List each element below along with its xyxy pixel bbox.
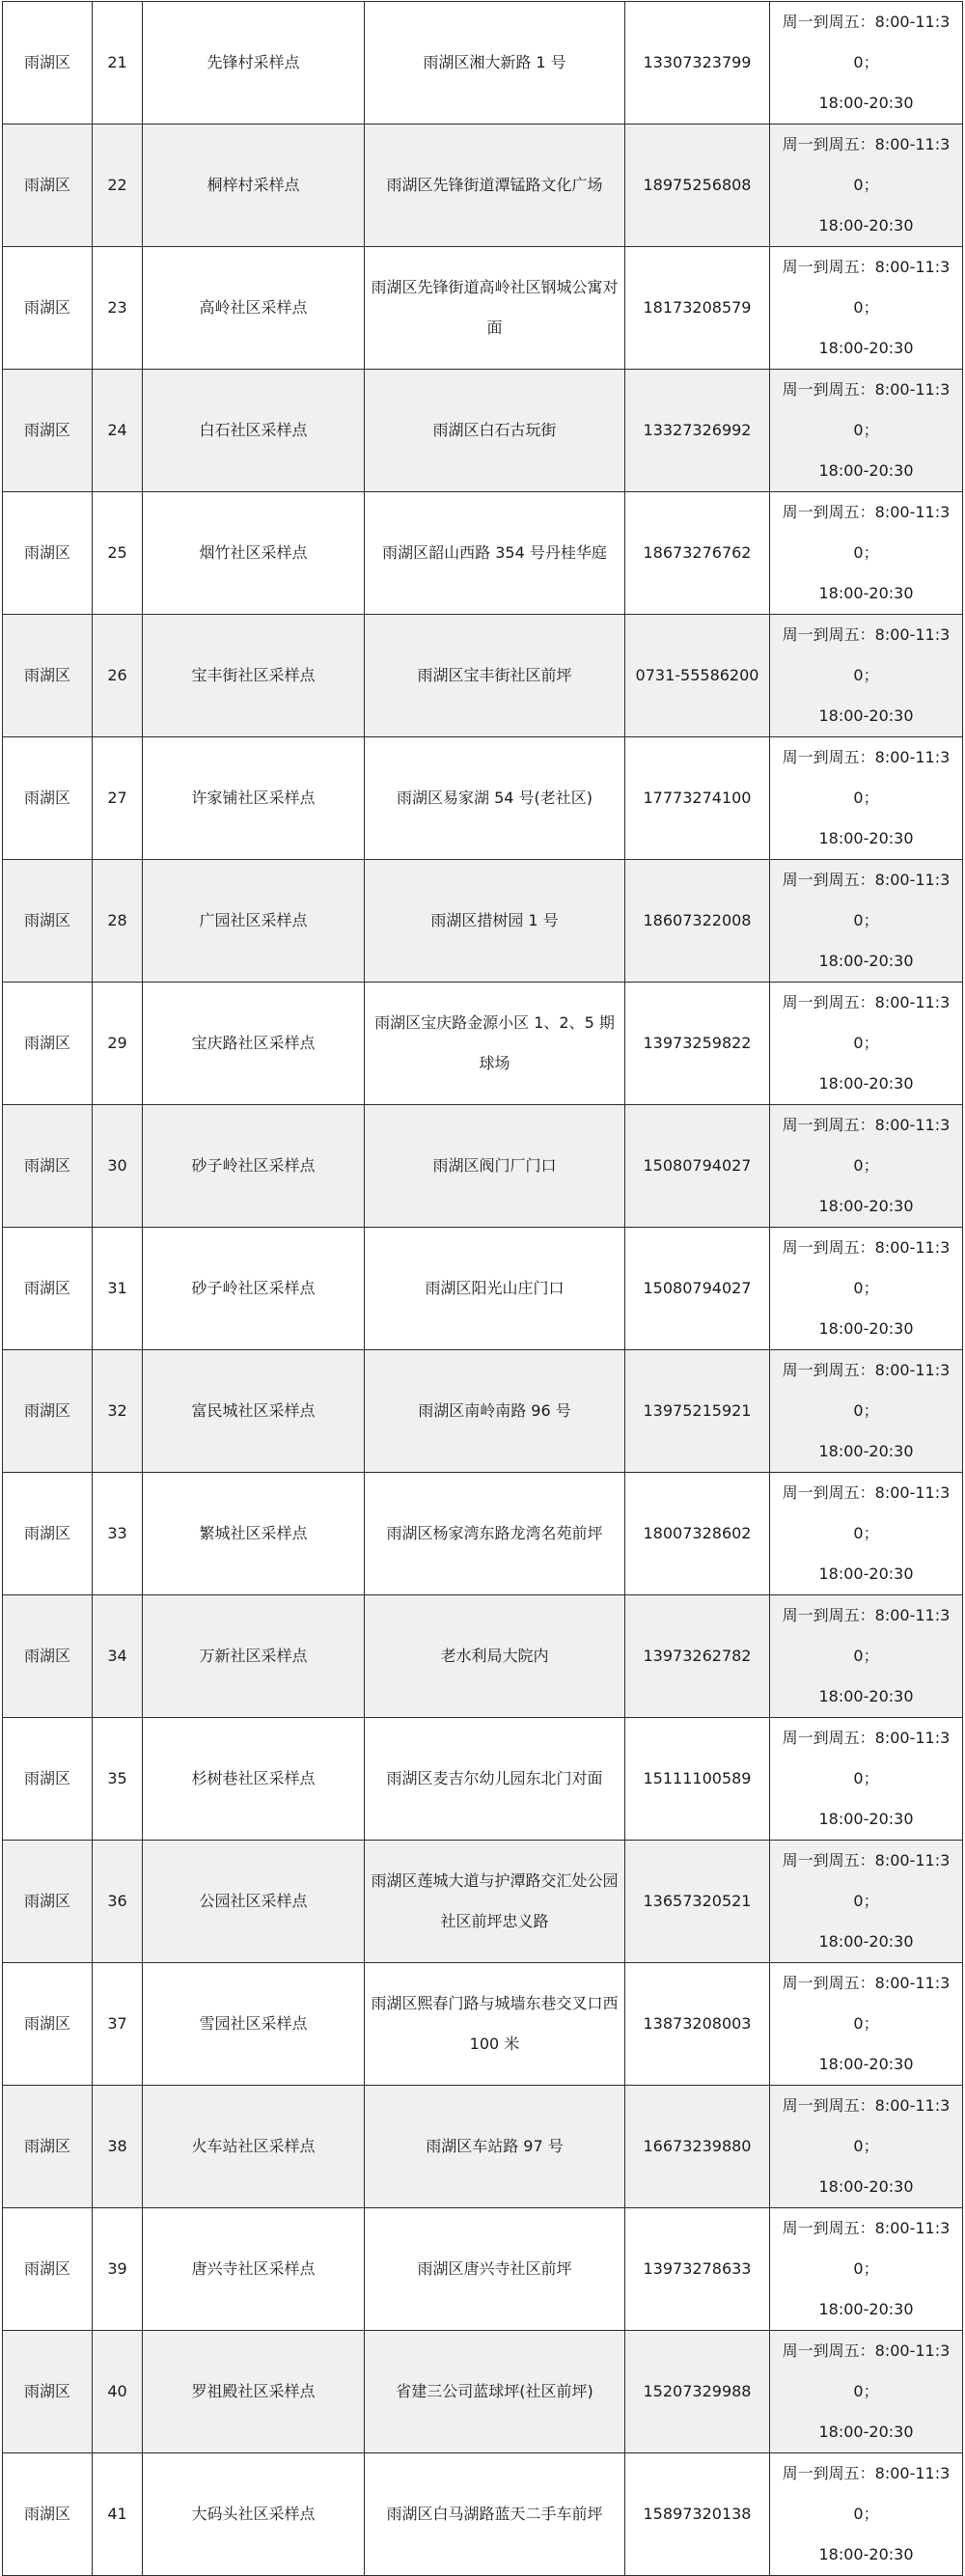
- hours-cell: [770, 370, 963, 492]
- hours-evening-line: 18:00-20:30: [818, 1319, 914, 1338]
- site-name-cell: 大码头社区采样点: [143, 2453, 365, 2576]
- address-cell: 雨湖区车站路 97 号: [365, 2086, 625, 2208]
- number-cell: 21: [93, 2, 143, 125]
- address-cell: 雨湖区南岭南路 96 号: [365, 1350, 625, 1473]
- hours-weekday-line: 周一到周五：8:00-11:30；: [782, 1729, 951, 1787]
- district-cell: 雨湖区: [3, 860, 93, 983]
- address-cell: 省建三公司蓝球坪(社区前坪): [365, 2331, 625, 2453]
- site-name-cell: 罗祖殿社区采样点: [143, 2331, 365, 2453]
- site-name-cell: 白石社区采样点: [143, 370, 365, 492]
- number-cell: 36: [93, 1841, 143, 1963]
- hours-evening-line: 18:00-20:30: [818, 2545, 914, 2563]
- district-cell: 雨湖区: [3, 2331, 93, 2453]
- phone-cell: 13973262782: [625, 1595, 770, 1718]
- district-cell: 雨湖区: [3, 1350, 93, 1473]
- site-name-cell: 广园社区采样点: [143, 860, 365, 983]
- hours-evening-line: 18:00-20:30: [818, 1442, 914, 1460]
- number-cell: 34: [93, 1595, 143, 1718]
- number-cell: 24: [93, 370, 143, 492]
- number-cell: 41: [93, 2453, 143, 2576]
- hours-cell: [770, 983, 963, 1105]
- number-cell: 35: [93, 1718, 143, 1841]
- site-name-cell: 先锋村采样点: [143, 2, 365, 125]
- phone-cell: 18975256808: [625, 125, 770, 247]
- number-cell: 23: [93, 247, 143, 370]
- hours-cell: [770, 247, 963, 370]
- hours-evening-line: 18:00-20:30: [818, 1687, 914, 1705]
- phone-cell: 18673276762: [625, 492, 770, 615]
- number-cell: 22: [93, 125, 143, 247]
- hours-weekday-line: 周一到周五：8:00-11:30；: [782, 2341, 951, 2400]
- site-name-cell: 烟竹社区采样点: [143, 492, 365, 615]
- table-row: [3, 2453, 963, 2576]
- site-name-cell: 许家铺社区采样点: [143, 737, 365, 860]
- hours-cell: [770, 1228, 963, 1350]
- hours-weekday-line: 周一到周五：8:00-11:30；: [782, 1238, 951, 1297]
- district-cell: 雨湖区: [3, 983, 93, 1105]
- hours-weekday-line: 周一到周五：8:00-11:30；: [782, 1974, 951, 2033]
- hours-evening-line: 18:00-20:30: [818, 2055, 914, 2073]
- hours-weekday-line: 周一到周五：8:00-11:30；: [782, 2464, 951, 2523]
- hours-cell: [770, 2208, 963, 2331]
- hours-weekday-line: 周一到周五：8:00-11:30；: [782, 871, 951, 929]
- address-cell: 雨湖区白马湖路蓝天二手车前坪: [365, 2453, 625, 2576]
- site-name-cell: 公园社区采样点: [143, 1841, 365, 1963]
- table-row: [3, 492, 963, 615]
- hours-cell: [770, 492, 963, 615]
- table-row: [3, 737, 963, 860]
- number-cell: 33: [93, 1473, 143, 1595]
- phone-cell: 17773274100: [625, 737, 770, 860]
- table-row: [3, 2331, 963, 2453]
- number-cell: 26: [93, 615, 143, 737]
- hours-weekday-line: 周一到周五：8:00-11:30；: [782, 748, 951, 807]
- address-cell: 雨湖区湘大新路 1 号: [365, 2, 625, 125]
- hours-weekday-line: 周一到周五：8:00-11:30；: [782, 380, 951, 439]
- number-cell: 25: [93, 492, 143, 615]
- table-row: [3, 2208, 963, 2331]
- address-cell: 雨湖区唐兴寺社区前坪: [365, 2208, 625, 2331]
- hours-cell: [770, 1105, 963, 1228]
- table-row: [3, 125, 963, 247]
- district-cell: 雨湖区: [3, 1228, 93, 1350]
- phone-cell: 13657320521: [625, 1841, 770, 1963]
- table-row: [3, 1473, 963, 1595]
- number-cell: 31: [93, 1228, 143, 1350]
- district-cell: 雨湖区: [3, 125, 93, 247]
- site-name-cell: 唐兴寺社区采样点: [143, 2208, 365, 2331]
- hours-evening-line: 18:00-20:30: [818, 1565, 914, 1583]
- hours-evening-line: 18:00-20:30: [818, 1810, 914, 1828]
- table-body: [3, 2, 963, 2576]
- district-cell: 雨湖区: [3, 492, 93, 615]
- hours-evening-line: 18:00-20:30: [818, 1197, 914, 1215]
- table-row: [3, 2086, 963, 2208]
- site-name-cell: 富民城社区采样点: [143, 1350, 365, 1473]
- phone-cell: 18173208579: [625, 247, 770, 370]
- hours-weekday-line: 周一到周五：8:00-11:30；: [782, 13, 951, 71]
- district-cell: 雨湖区: [3, 2086, 93, 2208]
- hours-weekday-line: 周一到周五：8:00-11:30；: [782, 625, 951, 684]
- hours-cell: [770, 2086, 963, 2208]
- address-cell: 雨湖区先锋街道潭锰路文化广场: [365, 125, 625, 247]
- number-cell: 40: [93, 2331, 143, 2453]
- hours-evening-line: 18:00-20:30: [818, 339, 914, 357]
- number-cell: 30: [93, 1105, 143, 1228]
- hours-evening-line: 18:00-20:30: [818, 461, 914, 480]
- hours-evening-line: 18:00-20:30: [818, 1932, 914, 1951]
- hours-cell: [770, 125, 963, 247]
- site-name-cell: 繁城社区采样点: [143, 1473, 365, 1595]
- phone-cell: 13327326992: [625, 370, 770, 492]
- address-cell: 雨湖区先锋街道高岭社区钢城公寓对面: [365, 247, 625, 370]
- phone-cell: 15080794027: [625, 1228, 770, 1350]
- hours-weekday-line: 周一到周五：8:00-11:30；: [782, 993, 951, 1052]
- hours-evening-line: 18:00-20:30: [818, 94, 914, 112]
- hours-cell: [770, 1595, 963, 1718]
- phone-cell: 18007328602: [625, 1473, 770, 1595]
- phone-cell: 16673239880: [625, 2086, 770, 2208]
- hours-evening-line: 18:00-20:30: [818, 216, 914, 235]
- number-cell: 29: [93, 983, 143, 1105]
- table-row: [3, 1841, 963, 1963]
- address-cell: 雨湖区白石古玩街: [365, 370, 625, 492]
- table-row: [3, 1105, 963, 1228]
- district-cell: 雨湖区: [3, 370, 93, 492]
- table-row: [3, 615, 963, 737]
- table-row: [3, 1718, 963, 1841]
- table-row: [3, 247, 963, 370]
- site-name-cell: 宝丰街社区采样点: [143, 615, 365, 737]
- phone-cell: 15111100589: [625, 1718, 770, 1841]
- table-row: [3, 1228, 963, 1350]
- phone-cell: 15080794027: [625, 1105, 770, 1228]
- district-cell: 雨湖区: [3, 737, 93, 860]
- site-name-cell: 宝庆路社区采样点: [143, 983, 365, 1105]
- hours-cell: [770, 1841, 963, 1963]
- hours-evening-line: 18:00-20:30: [818, 706, 914, 725]
- number-cell: 37: [93, 1963, 143, 2086]
- hours-weekday-line: 周一到周五：8:00-11:30；: [782, 1361, 951, 1420]
- address-cell: 雨湖区杨家湾东路龙湾名苑前坪: [365, 1473, 625, 1595]
- site-name-cell: 桐梓村采样点: [143, 125, 365, 247]
- site-name-cell: 万新社区采样点: [143, 1595, 365, 1718]
- phone-cell: 0731-55586200: [625, 615, 770, 737]
- hours-cell: [770, 1963, 963, 2086]
- table-row: [3, 1595, 963, 1718]
- hours-cell: [770, 2331, 963, 2453]
- address-cell: 雨湖区措树园 1 号: [365, 860, 625, 983]
- hours-evening-line: 18:00-20:30: [818, 1074, 914, 1093]
- address-cell: 雨湖区熙春门路与城墙东巷交叉口西 100 米: [365, 1963, 625, 2086]
- hours-cell: [770, 2453, 963, 2576]
- district-cell: 雨湖区: [3, 247, 93, 370]
- table-row: [3, 860, 963, 983]
- hours-cell: [770, 615, 963, 737]
- phone-cell: 13975215921: [625, 1350, 770, 1473]
- hours-cell: [770, 1350, 963, 1473]
- hours-evening-line: 18:00-20:30: [818, 829, 914, 847]
- hours-evening-line: 18:00-20:30: [818, 952, 914, 970]
- address-cell: 雨湖区阀门厂门口: [365, 1105, 625, 1228]
- hours-weekday-line: 周一到周五：8:00-11:30；: [782, 1606, 951, 1665]
- site-name-cell: 杉树巷社区采样点: [143, 1718, 365, 1841]
- site-name-cell: 砂子岭社区采样点: [143, 1228, 365, 1350]
- number-cell: 38: [93, 2086, 143, 2208]
- hours-cell: [770, 1473, 963, 1595]
- district-cell: 雨湖区: [3, 2453, 93, 2576]
- hours-weekday-line: 周一到周五：8:00-11:30；: [782, 2219, 951, 2278]
- district-cell: 雨湖区: [3, 1963, 93, 2086]
- hours-weekday-line: 周一到周五：8:00-11:30；: [782, 503, 951, 562]
- address-cell: 雨湖区麦吉尔幼儿园东北门对面: [365, 1718, 625, 1841]
- hours-cell: [770, 2, 963, 125]
- district-cell: 雨湖区: [3, 1718, 93, 1841]
- address-cell: 雨湖区莲城大道与护潭路交汇处公园社区前坪忠义路: [365, 1841, 625, 1963]
- table-row: [3, 1963, 963, 2086]
- district-cell: 雨湖区: [3, 2, 93, 125]
- district-cell: 雨湖区: [3, 1105, 93, 1228]
- site-name-cell: 砂子岭社区采样点: [143, 1105, 365, 1228]
- phone-cell: 15207329988: [625, 2331, 770, 2453]
- table-row: [3, 983, 963, 1105]
- phone-cell: 13973259822: [625, 983, 770, 1105]
- hours-weekday-line: 周一到周五：8:00-11:30；: [782, 1851, 951, 1910]
- site-name-cell: 高岭社区采样点: [143, 247, 365, 370]
- table-row: [3, 370, 963, 492]
- site-name-cell: 火车站社区采样点: [143, 2086, 365, 2208]
- address-cell: 雨湖区易家湖 54 号(老社区): [365, 737, 625, 860]
- hours-weekday-line: 周一到周五：8:00-11:30；: [782, 135, 951, 194]
- district-cell: 雨湖区: [3, 1595, 93, 1718]
- hours-evening-line: 18:00-20:30: [818, 2300, 914, 2318]
- number-cell: 28: [93, 860, 143, 983]
- phone-cell: 18607322008: [625, 860, 770, 983]
- phone-cell: 13973278633: [625, 2208, 770, 2331]
- hours-cell: [770, 1718, 963, 1841]
- hours-weekday-line: 周一到周五：8:00-11:30；: [782, 2096, 951, 2155]
- number-cell: 32: [93, 1350, 143, 1473]
- district-cell: 雨湖区: [3, 615, 93, 737]
- district-cell: 雨湖区: [3, 2208, 93, 2331]
- hours-weekday-line: 周一到周五：8:00-11:30；: [782, 1116, 951, 1175]
- phone-cell: 13873208003: [625, 1963, 770, 2086]
- address-cell: 雨湖区宝丰街社区前坪: [365, 615, 625, 737]
- hours-evening-line: 18:00-20:30: [818, 2177, 914, 2196]
- hours-weekday-line: 周一到周五：8:00-11:30；: [782, 1483, 951, 1542]
- table-row: [3, 2, 963, 125]
- phone-cell: 13307323799: [625, 2, 770, 125]
- address-cell: 雨湖区宝庆路金源小区 1、2、5 期球场: [365, 983, 625, 1105]
- district-cell: 雨湖区: [3, 1473, 93, 1595]
- site-name-cell: 雪园社区采样点: [143, 1963, 365, 2086]
- table-row: [3, 1350, 963, 1473]
- district-cell: 雨湖区: [3, 1841, 93, 1963]
- hours-weekday-line: 周一到周五：8:00-11:30；: [782, 258, 951, 317]
- hours-evening-line: 18:00-20:30: [818, 2423, 914, 2441]
- hours-cell: [770, 737, 963, 860]
- address-cell: 老水利局大院内: [365, 1595, 625, 1718]
- phone-cell: 15897320138: [625, 2453, 770, 2576]
- hours-evening-line: 18:00-20:30: [818, 584, 914, 602]
- number-cell: 39: [93, 2208, 143, 2331]
- hours-cell: [770, 860, 963, 983]
- address-cell: 雨湖区韶山西路 354 号丹桂华庭: [365, 492, 625, 615]
- number-cell: 27: [93, 737, 143, 860]
- sampling-sites-table: [2, 1, 963, 2576]
- address-cell: 雨湖区阳光山庄门口: [365, 1228, 625, 1350]
